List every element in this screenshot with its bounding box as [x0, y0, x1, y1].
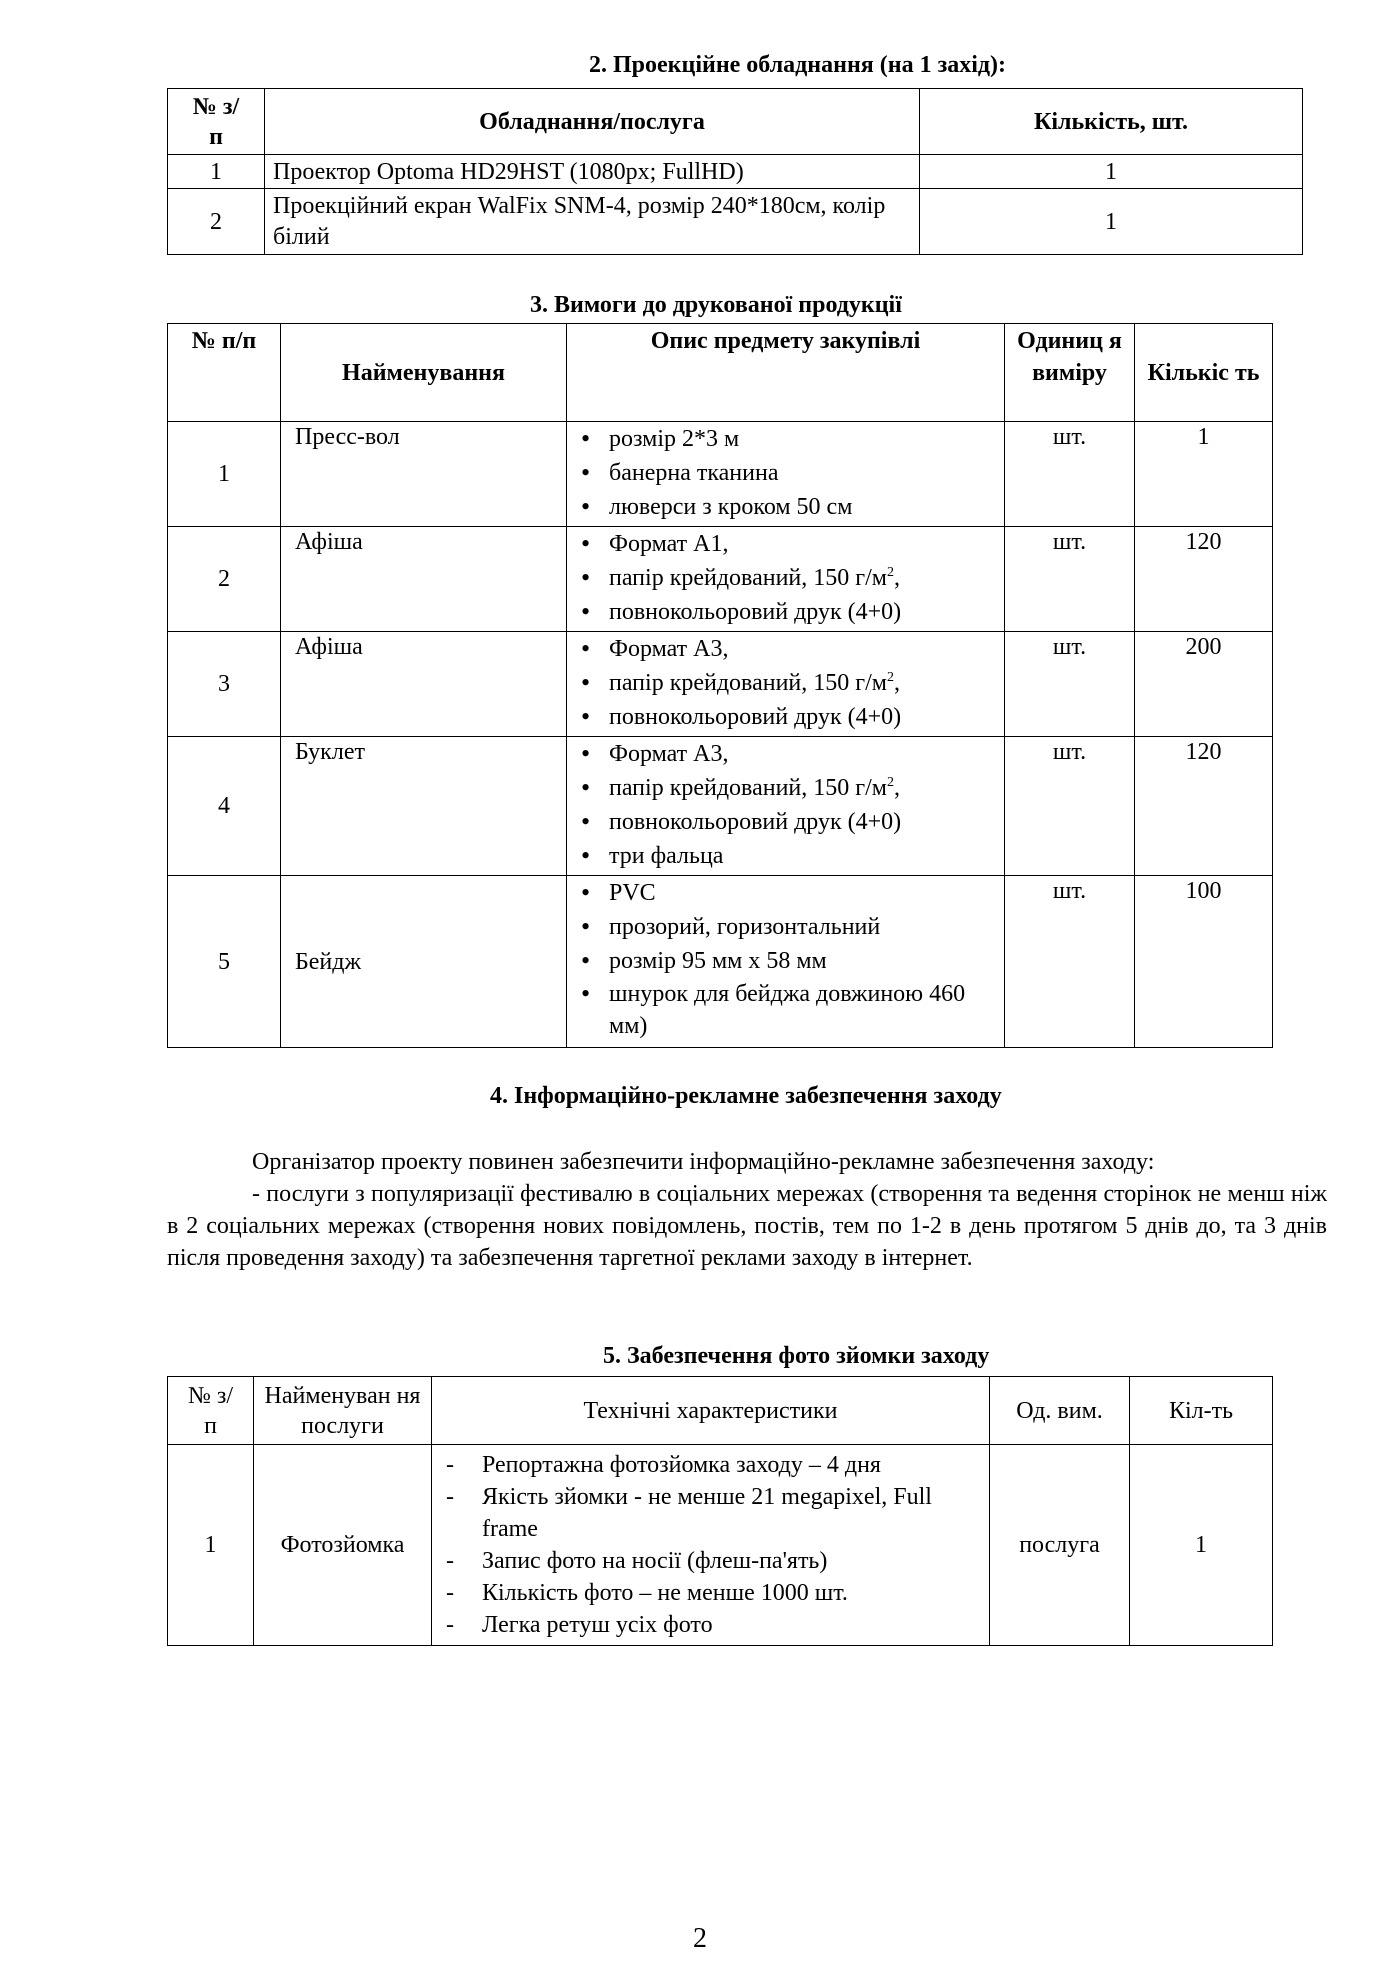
header-unit: Од. вим.	[990, 1377, 1130, 1445]
row-name: Пресс-вол	[281, 422, 567, 527]
list-item-text: папір крейдований, 150 г/м	[609, 670, 887, 696]
list-item: • Формат А1,	[575, 527, 996, 561]
row-num: 1	[168, 155, 265, 189]
row-num: 2	[168, 189, 265, 255]
table-row	[168, 737, 1273, 876]
row-qty: 1	[1130, 1445, 1273, 1646]
row-qty: 1	[920, 189, 1303, 255]
list-item	[575, 561, 996, 595]
list-item: • розмір 2*3 м	[575, 422, 996, 456]
section-2-title: 2. Проекційне обладнання (на 1 захід):	[589, 52, 1007, 78]
row-qty: 100	[1135, 876, 1273, 1048]
row-qty: 1	[920, 155, 1303, 189]
header-item: Обладнання/послуга	[265, 89, 920, 155]
page-number: 2	[693, 1923, 707, 1954]
list-item: • Формат А3,	[575, 632, 996, 666]
row-desc	[567, 737, 1005, 876]
list-item: • повнокольоровий друк (4+0)	[575, 805, 996, 839]
row-num: 1	[168, 1445, 254, 1646]
photo-services-table	[167, 1376, 1273, 1646]
superscript: 2	[886, 565, 894, 580]
desc-list	[575, 876, 996, 1042]
list-item: - Кількість фото – не менше 1000 шт.	[440, 1577, 981, 1609]
row-num: 4	[168, 737, 281, 876]
desc-list	[575, 527, 996, 629]
row-unit: шт.	[1005, 527, 1135, 632]
row-item: Проектор Optoma HD29HST (1080px; FullHD)	[265, 155, 920, 189]
row-qty: 1	[1135, 422, 1273, 527]
table-row	[168, 189, 1303, 255]
section-3-title: 3. Вимоги до друкованої продукції	[530, 292, 902, 318]
row-spec	[432, 1445, 990, 1646]
row-unit: шт.	[1005, 422, 1135, 527]
list-item	[575, 666, 996, 700]
list-item: - Легка ретуш усіх фото	[440, 1609, 981, 1641]
row-unit: послуга	[990, 1445, 1130, 1646]
list-item: • PVC	[575, 876, 996, 910]
header-desc: Опис предмету закупівлі	[567, 324, 1005, 422]
list-item: • повнокольоровий друк (4+0)	[575, 700, 996, 734]
row-qty: 120	[1135, 527, 1273, 632]
header-num: № з/п	[168, 1377, 254, 1445]
row-num: 3	[168, 632, 281, 737]
row-unit: шт.	[1005, 876, 1135, 1048]
table-header-row	[168, 1377, 1273, 1445]
superscript: 2	[886, 775, 894, 790]
row-unit: шт.	[1005, 737, 1135, 876]
row-unit: шт.	[1005, 632, 1135, 737]
list-item-tail: ,	[893, 670, 900, 696]
row-desc	[567, 876, 1005, 1048]
row-desc	[567, 422, 1005, 527]
list-item-tail: ,	[893, 565, 900, 591]
list-item-text: папір крейдований, 150 г/м	[609, 565, 887, 591]
table-row	[168, 876, 1273, 1048]
row-item: Проекційний екран WalFix SNM-4, розмір 240*180см, колір білий	[265, 189, 920, 255]
list-item: • прозорий, горизонтальний	[575, 910, 996, 944]
row-desc	[567, 632, 1005, 737]
row-qty: 200	[1135, 632, 1273, 737]
header-num: № з/п	[168, 89, 265, 155]
list-item: - Якість зйомки - не менше 21 megapixel, Full frame	[440, 1481, 981, 1545]
list-item	[575, 771, 996, 805]
spec-list	[440, 1449, 981, 1641]
table-row	[168, 422, 1273, 527]
row-name: Афіша	[281, 527, 567, 632]
list-item-text: папір крейдований, 150 г/м	[609, 775, 887, 801]
list-item: • три фальца	[575, 839, 996, 873]
section-4-title: 4. Інформаційно-рекламне забезпечення заходу	[490, 1083, 1002, 1109]
header-unit: Одиниц я виміру	[1005, 324, 1135, 422]
list-item: - Репортажна фотозйомка заходу – 4 дня	[440, 1449, 981, 1481]
row-name: Афіша	[281, 632, 567, 737]
header-name: Найменування	[281, 324, 567, 422]
paragraph-services: - послуги з популяризації фестивалю в соціальних мережах (створення та ведення сторінок не менш ніж в 2 соціальних мережах (створення нових повідомлень, постів, тем по 1-2 в день протягом 5 днів до, та 3 днів після проведення заходу) та забезпечення таргетної реклами заходу в інтернет.	[167, 1181, 1327, 1271]
table-row	[168, 527, 1273, 632]
desc-list	[575, 422, 996, 524]
row-num: 2	[168, 527, 281, 632]
row-num: 5	[168, 876, 281, 1048]
row-name: Буклет	[281, 737, 567, 876]
header-name: Найменуван ня послуги	[254, 1377, 432, 1445]
list-item: • банерна тканина	[575, 456, 996, 490]
table-header-row	[168, 324, 1273, 422]
list-item: • люверси з кроком 50 см	[575, 490, 996, 524]
list-item-tail: ,	[893, 775, 900, 801]
section-5-title: 5. Забезпечення фото зйомки заходу	[603, 1343, 990, 1369]
header-qty: Кількіс ть	[1135, 324, 1273, 422]
header-num: № п/п	[168, 324, 281, 422]
equipment-table	[167, 88, 1303, 255]
row-desc	[567, 527, 1005, 632]
table-row	[168, 632, 1273, 737]
header-qty: Кіл-ть	[1130, 1377, 1273, 1445]
header-qty: Кількість, шт.	[920, 89, 1303, 155]
table-header-row	[168, 89, 1303, 155]
header-spec: Технічні характеристики	[432, 1377, 990, 1445]
table-row	[168, 155, 1303, 189]
list-item: • повнокольоровий друк (4+0)	[575, 595, 996, 629]
row-num: 1	[168, 422, 281, 527]
desc-list	[575, 632, 996, 734]
row-qty: 120	[1135, 737, 1273, 876]
list-item: • розмір 95 мм х 58 мм	[575, 944, 996, 978]
list-item: • Формат А3,	[575, 737, 996, 771]
row-name: Фотозйомка	[254, 1445, 432, 1646]
print-products-table	[167, 323, 1273, 1048]
superscript: 2	[886, 670, 894, 685]
table-row	[168, 1445, 1273, 1646]
list-item: • шнурок для бейджа довжиною 460 мм)	[575, 978, 996, 1042]
desc-list	[575, 737, 996, 873]
row-name: Бейдж	[281, 876, 567, 1048]
list-item: - Запис фото на носії (флеш-па'ять)	[440, 1545, 981, 1577]
paragraph-intro: Організатор проекту повинен забезпечити інформаційно-рекламне забезпечення заходу:	[252, 1149, 1155, 1175]
